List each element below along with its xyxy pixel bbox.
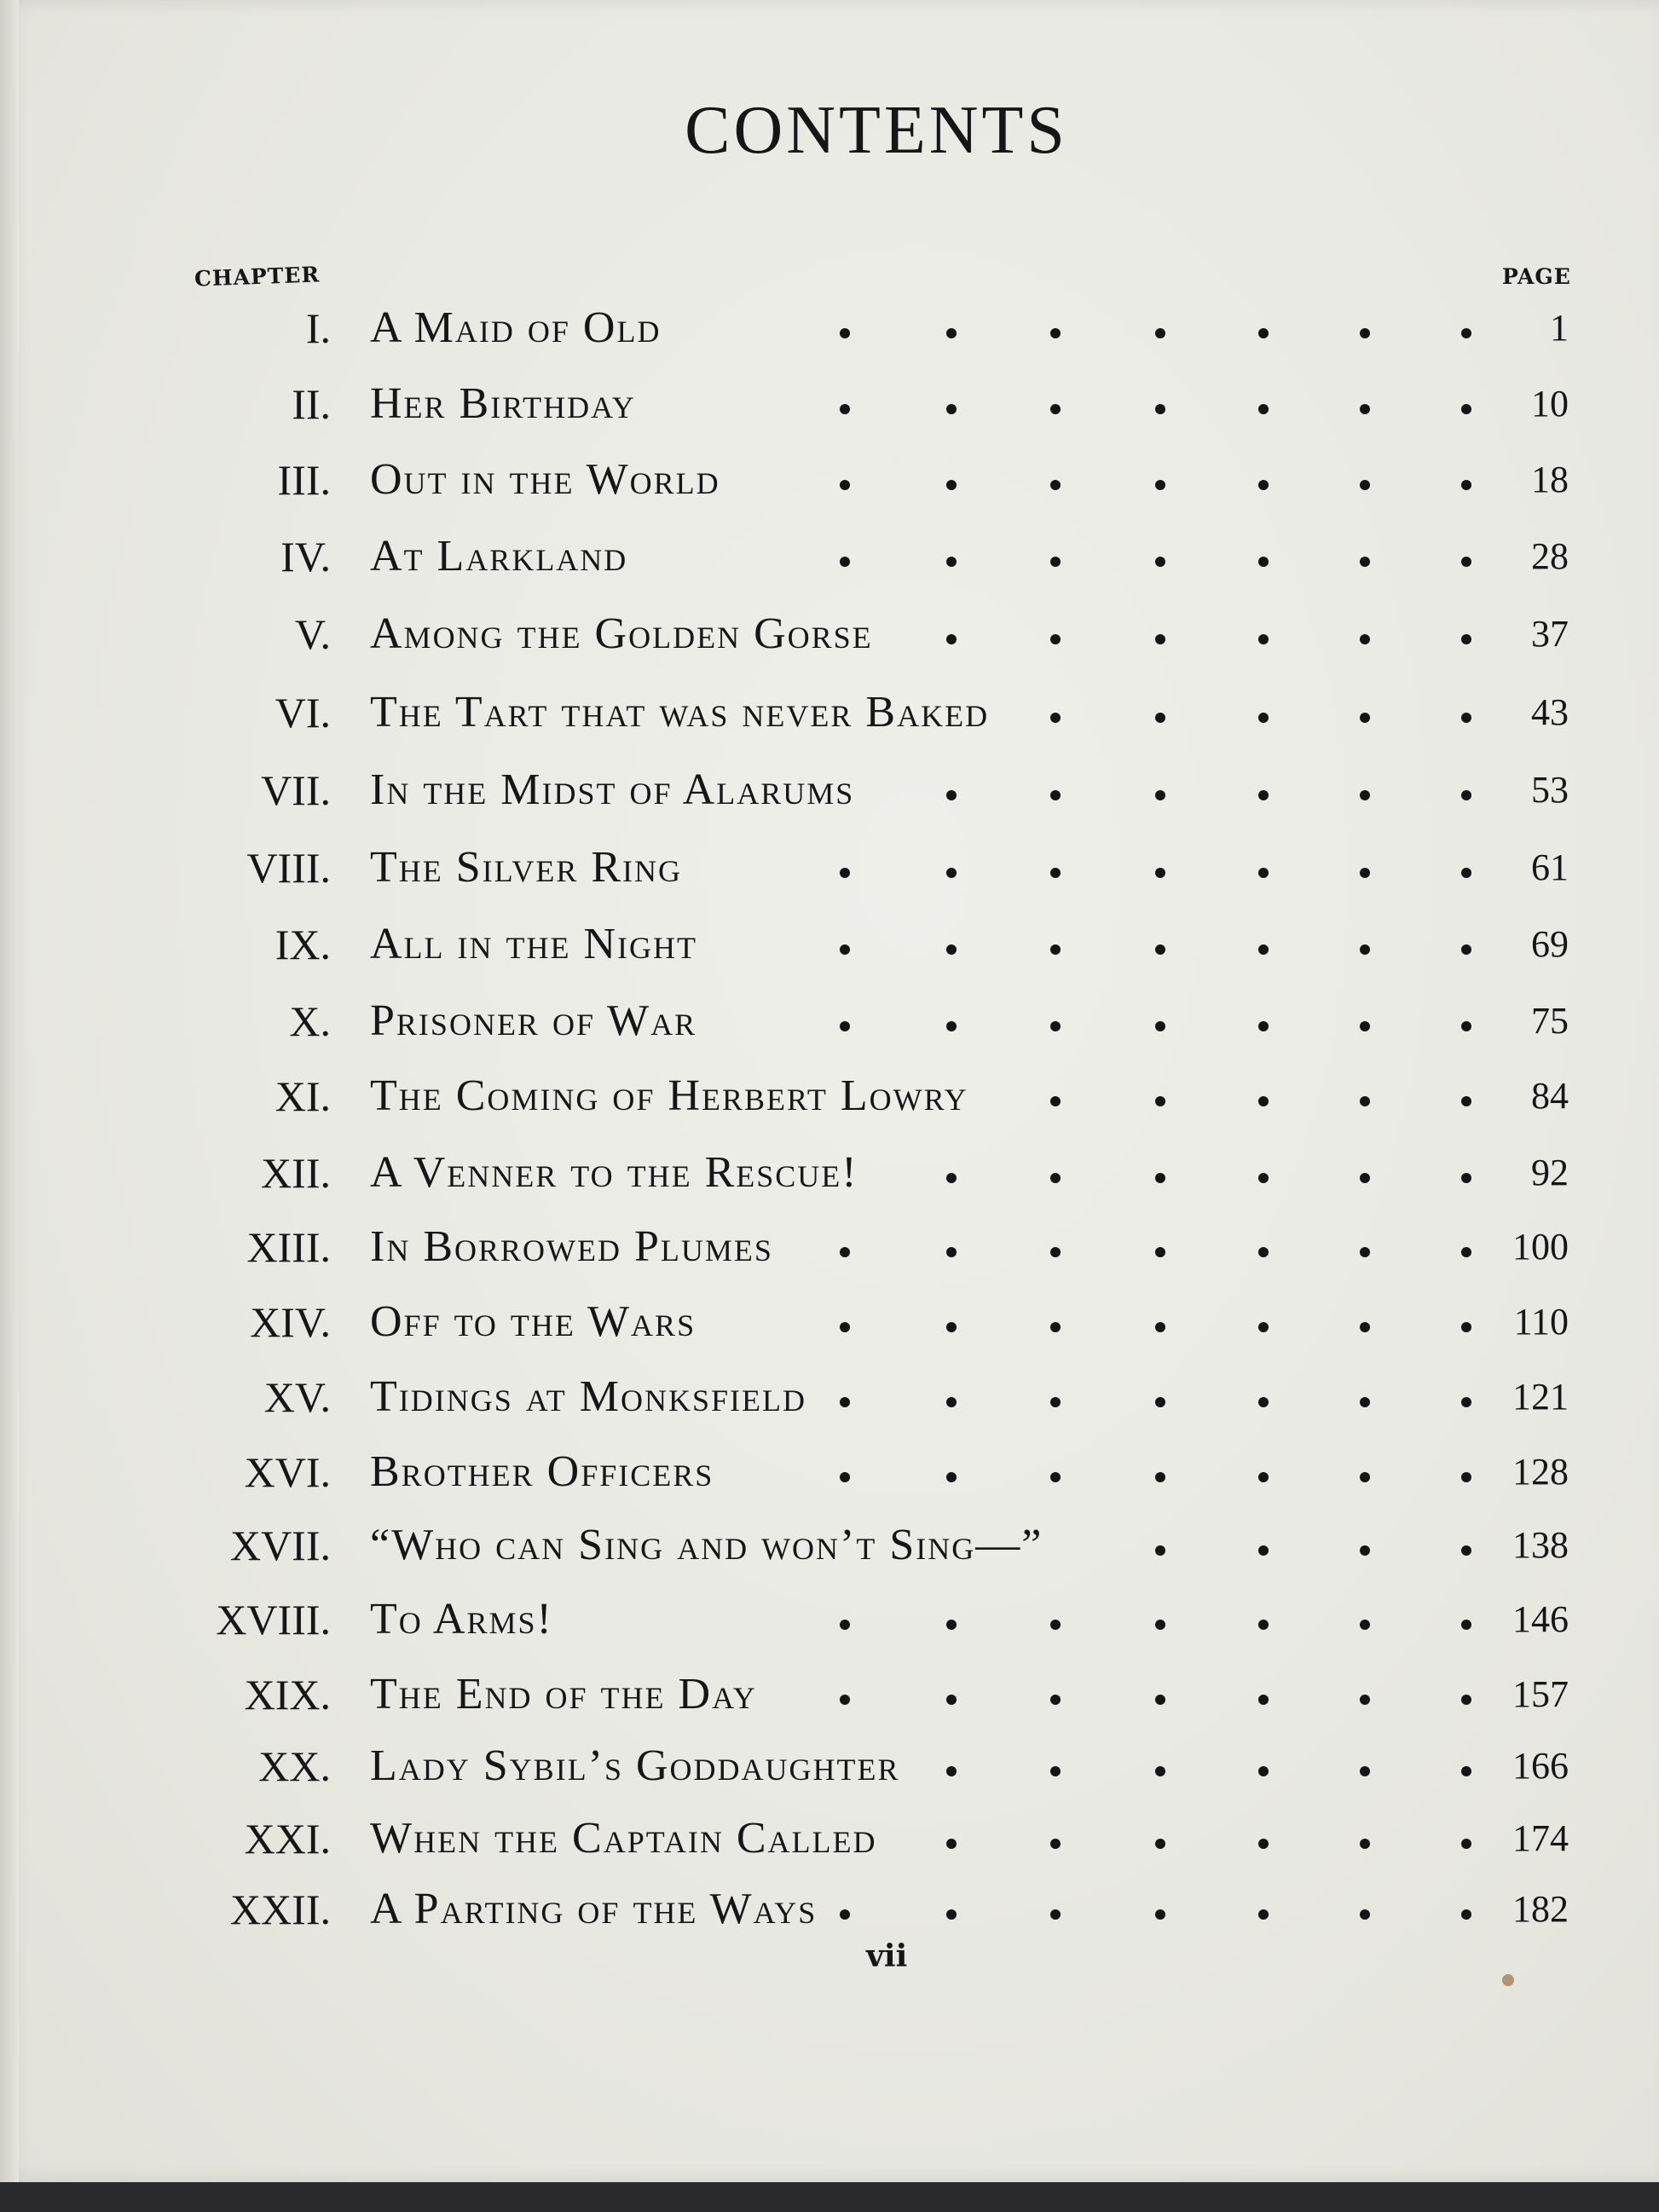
leader-dot	[1050, 404, 1061, 414]
leader-dot	[1258, 1472, 1269, 1482]
leader-dot	[1360, 1397, 1370, 1407]
chapter-title: When the Captain Called	[370, 1814, 877, 1863]
chapter-page-number: 92	[1531, 1152, 1569, 1193]
leader-dot	[1360, 480, 1370, 490]
chapter-page-number: 43	[1531, 691, 1569, 733]
leader-dot	[946, 1839, 957, 1849]
leader-dot	[946, 1695, 957, 1705]
chapter-numeral: XXII.	[229, 1886, 331, 1933]
leader-dot	[1461, 328, 1471, 338]
chapter-page-number: 69	[1531, 923, 1569, 965]
leader-dot	[946, 328, 957, 338]
chapter-title: In the Midst of Alarums	[370, 765, 855, 814]
leader-dot	[1258, 1695, 1269, 1705]
toc-entry	[0, 1147, 1659, 1198]
leader-dot	[1155, 944, 1165, 955]
leader-dot	[946, 404, 957, 414]
chapter-title: “Who can Sing and won’t Sing—”	[370, 1521, 1043, 1569]
leader-dot	[1258, 1839, 1269, 1849]
leader-dot	[1155, 1247, 1165, 1257]
chapter-page-number: 1	[1550, 307, 1569, 349]
leader-dot	[946, 1322, 957, 1332]
leader-dot	[1050, 713, 1061, 723]
leader-dot	[946, 1021, 957, 1031]
toc-entry	[0, 303, 1659, 354]
leader-dot	[1360, 557, 1370, 567]
leader-dot	[1155, 1695, 1165, 1705]
leader-dot	[1258, 944, 1269, 955]
chapter-title: The Coming of Herbert Lowry	[370, 1071, 968, 1120]
leader-dot	[1050, 1839, 1061, 1849]
leader-dot	[1155, 1545, 1165, 1556]
leader-dot	[1258, 1322, 1269, 1332]
toc-entry	[0, 1669, 1659, 1720]
leader-dot	[1050, 557, 1061, 567]
leader-dot	[1155, 1173, 1165, 1183]
leader-dot	[840, 1397, 850, 1407]
chapter-page-number: 128	[1512, 1451, 1569, 1493]
chapter-title: Her Birthday	[370, 379, 636, 428]
chapter-numeral: XII.	[261, 1149, 331, 1197]
toc-entry	[0, 1447, 1659, 1498]
leader-dot	[1258, 557, 1269, 567]
chapter-numeral: XV.	[263, 1373, 331, 1421]
chapter-page-number: 61	[1531, 846, 1569, 888]
toc-entry	[0, 919, 1659, 970]
leader-dot	[946, 1173, 957, 1183]
toc-entry	[0, 1594, 1659, 1645]
chapter-numeral: XIX.	[244, 1671, 331, 1718]
leader-dot	[946, 1620, 957, 1630]
toc-entry	[0, 1520, 1659, 1571]
chapter-page-number: 18	[1531, 459, 1569, 500]
leader-dot	[946, 1909, 957, 1920]
chapter-numeral: XIV.	[250, 1298, 331, 1346]
leader-dot	[1050, 1021, 1061, 1031]
chapter-title: To Arms!	[370, 1595, 553, 1643]
toc-entry	[0, 531, 1659, 582]
leader-dot	[1258, 713, 1269, 723]
leader-dot	[1050, 634, 1061, 644]
leader-dot	[1360, 1021, 1370, 1031]
leader-dot	[1155, 557, 1165, 567]
leader-dot	[1258, 790, 1269, 800]
leader-dot	[840, 328, 850, 338]
leader-dot	[1155, 868, 1165, 878]
leader-dot	[1360, 1620, 1370, 1630]
leader-dot	[1258, 1096, 1269, 1106]
toc-entry	[0, 1071, 1659, 1122]
leader-dot	[1050, 328, 1061, 338]
leader-dot	[1155, 634, 1165, 644]
chapter-numeral: V.	[294, 610, 331, 658]
leader-dot	[1050, 868, 1061, 878]
leader-dot	[1461, 713, 1471, 723]
chapter-numeral: XVIII.	[216, 1596, 331, 1643]
leader-dot	[1050, 1397, 1061, 1407]
leader-dot	[1258, 1247, 1269, 1257]
leader-dot	[1050, 1695, 1061, 1705]
toc-entry	[0, 765, 1659, 816]
leader-dot	[1155, 790, 1165, 800]
chapter-title: In Borrowed Plumes	[370, 1222, 773, 1271]
leader-dot	[1050, 1620, 1061, 1630]
leader-dot	[1360, 1545, 1370, 1556]
chapter-title: Among the Golden Gorse	[370, 609, 873, 658]
leader-dot	[1258, 328, 1269, 338]
page-column-label: PAGE	[1502, 264, 1571, 289]
leader-dot	[946, 1766, 957, 1776]
leader-dot	[1050, 1909, 1061, 1920]
leader-dot	[1155, 1620, 1165, 1630]
leader-dot	[1258, 634, 1269, 644]
leader-dot	[840, 1472, 850, 1482]
leader-dot	[1360, 1322, 1370, 1332]
leader-dot	[1461, 557, 1471, 567]
leader-dot	[1258, 1021, 1269, 1031]
chapter-page-number: 28	[1531, 535, 1569, 577]
toc-entry	[0, 842, 1659, 893]
chapter-page-number: 146	[1512, 1598, 1569, 1640]
toc-entry	[0, 687, 1659, 738]
leader-dot	[1360, 868, 1370, 878]
chapter-title: Prisoner of War	[370, 996, 697, 1045]
leader-dot	[1360, 328, 1370, 338]
leader-dot	[1461, 1397, 1471, 1407]
leader-dot	[840, 404, 850, 414]
chapter-numeral: IX.	[275, 921, 331, 968]
toc-entry	[0, 1813, 1659, 1864]
leader-dot	[1360, 944, 1370, 955]
leader-dot	[1461, 790, 1471, 800]
toc-entry	[0, 1222, 1659, 1273]
leader-dot	[1050, 1096, 1061, 1106]
chapter-page-number: 53	[1531, 769, 1569, 811]
chapter-numeral: XIII.	[246, 1223, 331, 1271]
leader-dot	[1258, 404, 1269, 414]
leader-dot	[1258, 1766, 1269, 1776]
toc-entry	[0, 1372, 1659, 1423]
chapter-numeral: II.	[292, 380, 331, 428]
chapter-page-number: 84	[1531, 1075, 1569, 1117]
leader-dot	[1258, 1909, 1269, 1920]
leader-dot	[840, 1695, 850, 1705]
chapter-title: Brother Officers	[370, 1447, 714, 1496]
chapter-numeral: III.	[277, 456, 331, 504]
leader-dot	[1155, 1766, 1165, 1776]
leader-dot	[1258, 868, 1269, 878]
leader-dot	[946, 480, 957, 490]
leader-dot	[1461, 404, 1471, 414]
leader-dot	[1360, 1247, 1370, 1257]
leader-dot	[946, 868, 957, 878]
chapter-numeral: XXI.	[244, 1815, 331, 1863]
leader-dot	[1258, 480, 1269, 490]
toc-entry	[0, 996, 1659, 1047]
leader-dot	[1360, 1695, 1370, 1705]
toc-entry	[0, 609, 1659, 660]
chapter-page-number: 110	[1513, 1301, 1569, 1343]
leader-dot	[1360, 1766, 1370, 1776]
leader-dot	[946, 944, 957, 955]
chapter-page-number: 182	[1512, 1888, 1569, 1930]
leader-dot	[1155, 404, 1165, 414]
leader-dot	[1461, 1173, 1471, 1183]
leader-dot	[1360, 713, 1370, 723]
chapter-title: Out in the World	[370, 455, 720, 504]
chapter-numeral: VII.	[261, 766, 331, 814]
chapter-page-number: 100	[1512, 1226, 1569, 1268]
leader-dot	[1155, 1096, 1165, 1106]
leader-dot	[1360, 1839, 1370, 1849]
leader-dot	[946, 1472, 957, 1482]
leader-dot	[1258, 1173, 1269, 1183]
leader-dot	[1360, 790, 1370, 800]
chapter-page-number: 10	[1531, 383, 1569, 424]
leader-dot	[1155, 1397, 1165, 1407]
leader-dot	[1258, 1545, 1269, 1556]
leader-dot	[1360, 1173, 1370, 1183]
leader-dot	[1258, 1397, 1269, 1407]
contents-heading: CONTENTS	[685, 93, 1068, 168]
leader-dot	[840, 944, 850, 955]
chapter-title: A Venner to the Rescue!	[370, 1148, 858, 1197]
chapter-numeral: XVII.	[229, 1522, 331, 1569]
chapter-title: Tidings at Monksfield	[370, 1372, 806, 1421]
leader-dot	[946, 1247, 957, 1257]
chapter-numeral: XI.	[275, 1072, 331, 1120]
chapter-numeral: VI.	[275, 689, 331, 736]
leader-dot	[1155, 1839, 1165, 1849]
leader-dot	[1050, 1766, 1061, 1776]
chapter-title: The End of the Day	[370, 1670, 757, 1718]
leader-dot	[1360, 1909, 1370, 1920]
chapter-numeral: XX.	[258, 1742, 331, 1790]
leader-dot	[840, 868, 850, 878]
leader-dot	[1461, 480, 1471, 490]
leader-dot	[946, 634, 957, 644]
leader-dot	[840, 1909, 850, 1920]
toc-entry	[0, 454, 1659, 505]
leader-dot	[1461, 634, 1471, 644]
chapter-numeral: XVI.	[244, 1448, 331, 1496]
leader-dot	[1461, 868, 1471, 878]
chapter-title: The Tart that was never Baked	[370, 688, 990, 736]
leader-dot	[1461, 1322, 1471, 1332]
chapter-title: A Maid of Old	[370, 303, 662, 352]
leader-dot	[1461, 1620, 1471, 1630]
leader-dot	[1258, 1620, 1269, 1630]
leader-dot	[1461, 1909, 1471, 1920]
chapter-page-number: 174	[1512, 1817, 1569, 1859]
leader-dot	[1050, 790, 1061, 800]
leader-dot	[946, 557, 957, 567]
leader-dot	[1050, 1173, 1061, 1183]
leader-dot	[946, 790, 957, 800]
chapter-title: All in the Night	[370, 920, 698, 968]
leader-dot	[1461, 944, 1471, 955]
leader-dot	[1155, 713, 1165, 723]
chapter-page-number: 75	[1531, 1000, 1569, 1042]
leader-dot	[1461, 1766, 1471, 1776]
leader-dot	[1155, 480, 1165, 490]
leader-dot	[1360, 404, 1370, 414]
chapter-page-number: 121	[1512, 1376, 1569, 1418]
leader-dot	[1360, 1096, 1370, 1106]
chapter-page-number: 37	[1531, 613, 1569, 655]
chapter-title: Off to the Wars	[370, 1297, 697, 1346]
chapter-title: The Silver Ring	[370, 843, 683, 892]
leader-dot	[1050, 1472, 1061, 1482]
leader-dot	[840, 480, 850, 490]
leader-dot	[1461, 1839, 1471, 1849]
chapter-page-number: 166	[1512, 1745, 1569, 1787]
leader-dot	[946, 1397, 957, 1407]
leader-dot	[1050, 1247, 1061, 1257]
leader-dot	[1360, 1472, 1370, 1482]
leader-dot	[840, 557, 850, 567]
chapter-page-number: 157	[1512, 1673, 1569, 1715]
page-folio: vii	[866, 1938, 908, 1974]
leader-dot	[840, 1322, 850, 1332]
leader-dot	[840, 1247, 850, 1257]
chapter-title: At Larkland	[370, 532, 628, 580]
chapter-numeral: I.	[305, 304, 331, 352]
leader-dot	[1461, 1695, 1471, 1705]
leader-dot	[1050, 944, 1061, 955]
leader-dot	[1050, 480, 1061, 490]
toc-entry	[0, 1884, 1659, 1935]
chapter-numeral: VIII.	[246, 844, 331, 892]
leader-dot	[1155, 328, 1165, 338]
leader-dot	[1461, 1247, 1471, 1257]
chapter-page-number: 138	[1512, 1524, 1569, 1566]
leader-dot	[1155, 1909, 1165, 1920]
chapter-numeral: X.	[289, 997, 331, 1045]
toc-entry	[0, 1297, 1659, 1348]
toc-entry	[0, 1741, 1659, 1792]
toc-entry	[0, 378, 1659, 430]
chapter-title: Lady Sybil’s Goddaughter	[370, 1741, 900, 1790]
leader-dot	[1155, 1472, 1165, 1482]
leader-dot	[1155, 1322, 1165, 1332]
leader-dot	[840, 1620, 850, 1630]
chapter-numeral: IV.	[280, 533, 331, 580]
leader-dot	[1461, 1096, 1471, 1106]
leader-dot	[1155, 1021, 1165, 1031]
leader-dot	[840, 1021, 850, 1031]
leader-dot	[1050, 1322, 1061, 1332]
leader-dot	[1360, 634, 1370, 644]
chapter-title: A Parting of the Ways	[370, 1885, 818, 1933]
leader-dot	[1461, 1021, 1471, 1031]
leader-dot	[1461, 1545, 1471, 1556]
chapter-column-label: CHAPTER	[194, 262, 321, 292]
leader-dot	[1461, 1472, 1471, 1482]
